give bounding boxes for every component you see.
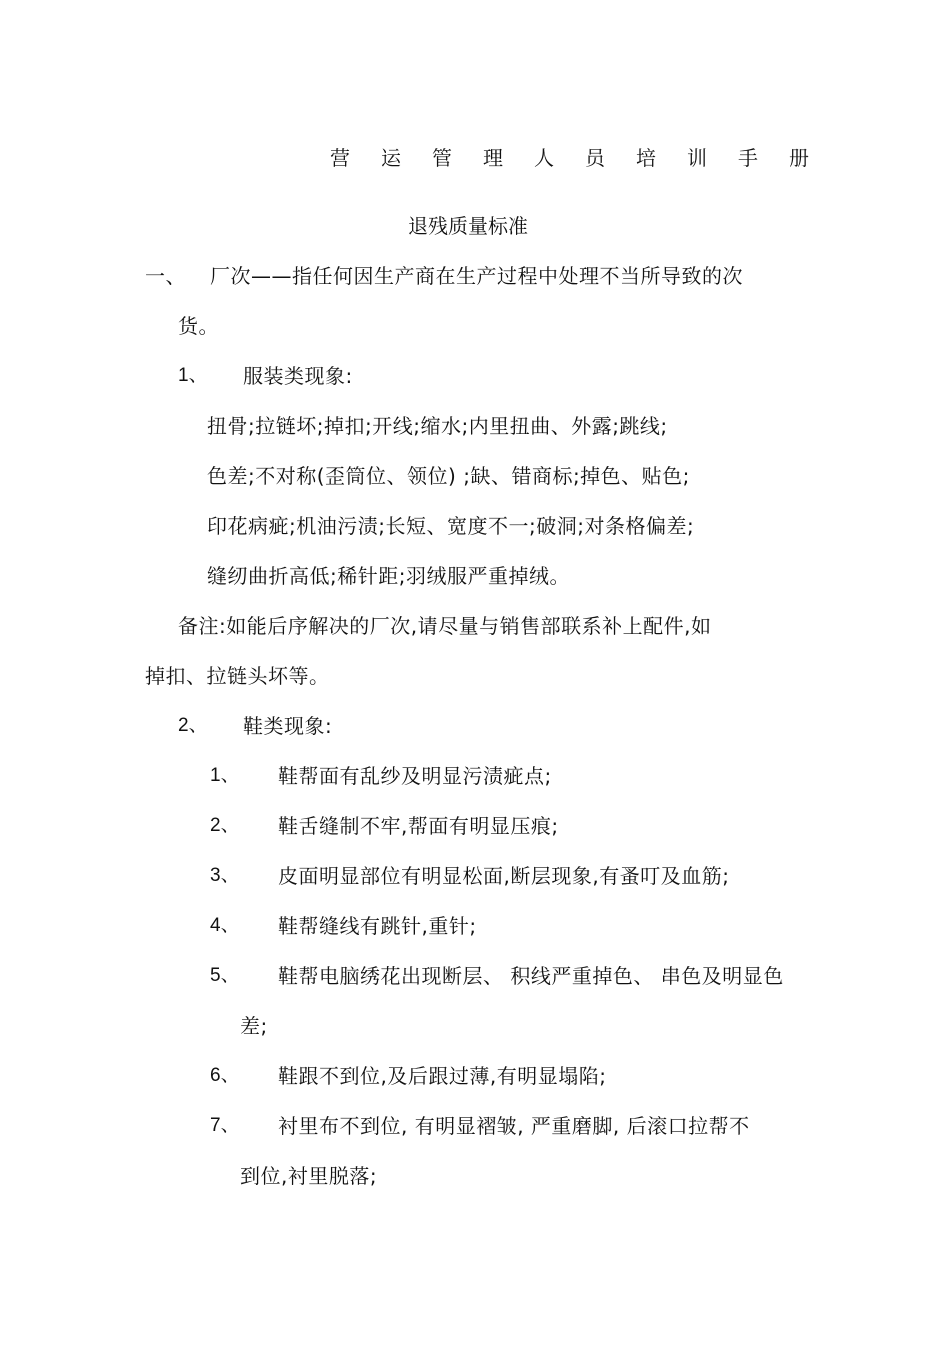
- definition-line-2: 货。: [178, 314, 219, 338]
- shoe-item-number: 5、: [210, 965, 240, 986]
- clothing-defects-line: 色差;不对称(歪筒位、领位) ;缺、错商标;掉色、贴色;: [207, 464, 690, 488]
- shoe-item-continuation: 到位,衬里脱落;: [240, 1164, 378, 1188]
- shoe-item-number: 7、: [210, 1115, 240, 1136]
- clothing-number: 1、: [178, 365, 208, 386]
- shoe-item-number: 4、: [210, 915, 240, 936]
- section-title: 退残质量标准: [408, 214, 528, 238]
- shoe-item-text: 衬里布不到位, 有明显褶皱, 严重磨脚, 后滚口拉帮不: [278, 1114, 750, 1138]
- shoe-item-number: 2、: [210, 815, 240, 836]
- shoe-item-continuation: 差;: [240, 1014, 268, 1038]
- clothing-defects-line: 缝纫曲折高低;稀针距;羽绒服严重掉绒。: [207, 564, 570, 588]
- shoe-item-text: 鞋帮电脑绣花出现断层、 积线严重掉色、 串色及明显色: [278, 964, 784, 988]
- note-line-1: 备注:如能后序解决的厂次,请尽量与销售部联系补上配件,如: [178, 614, 712, 638]
- section-marker: 一、: [145, 264, 186, 288]
- definition-line-1: 厂次——指任何因生产商在生产过程中处理不当所导致的次: [210, 264, 743, 288]
- shoes-number: 2、: [178, 715, 208, 736]
- shoe-item-number: 6、: [210, 1065, 240, 1086]
- page-header-title: 营运管理人员培训手册: [330, 146, 840, 170]
- shoe-item-text: 鞋舌缝制不牢,帮面有明显压痕;: [278, 814, 559, 838]
- shoe-item-text: 鞋帮缝线有跳针,重针;: [278, 914, 477, 938]
- shoe-item-number: 3、: [210, 865, 240, 886]
- clothing-defects-line: 印花病疵;机油污渍;长短、宽度不一;破洞;对条格偏差;: [207, 514, 695, 538]
- shoe-item-text: 鞋跟不到位,及后跟过薄,有明显塌陷;: [278, 1064, 607, 1088]
- shoe-item-text: 皮面明显部位有明显松面,断层现象,有蚤叮及血筋;: [278, 864, 730, 888]
- clothing-defects-line: 扭骨;拉链坏;掉扣;开线;缩水;内里扭曲、外露;跳线;: [207, 414, 668, 438]
- clothing-heading: 服装类现象:: [243, 364, 353, 388]
- shoe-item-number: 1、: [210, 765, 240, 786]
- note-line-2: 掉扣、拉链头坏等。: [145, 664, 330, 688]
- shoe-item-text: 鞋帮面有乱纱及明显污渍疵点;: [278, 764, 552, 788]
- shoes-heading: 鞋类现象:: [243, 714, 333, 738]
